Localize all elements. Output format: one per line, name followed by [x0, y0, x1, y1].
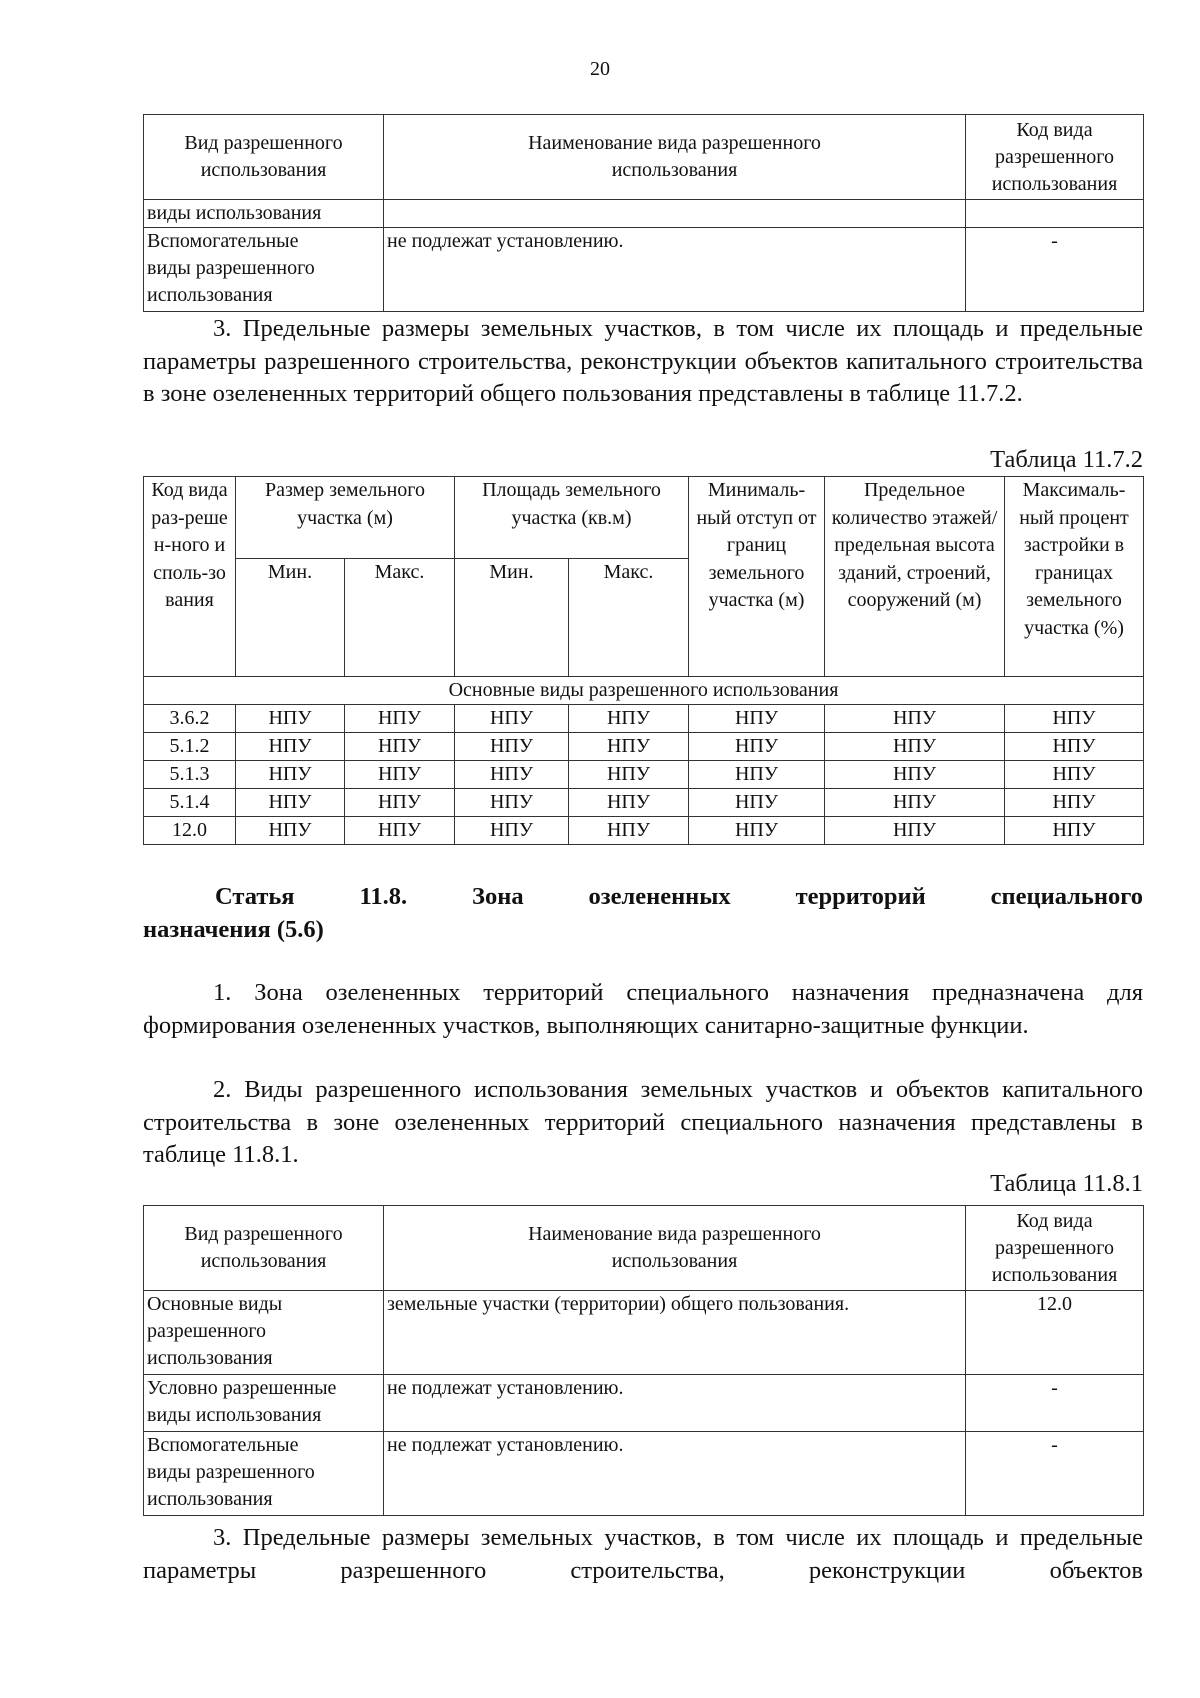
cell-value: НПУ	[1005, 817, 1144, 845]
cell-value: НПУ	[569, 817, 689, 845]
cell-value: НПУ	[236, 761, 345, 789]
cell-value: НПУ	[689, 705, 825, 733]
cell-value: НПУ	[689, 761, 825, 789]
paragraph-3-limits-continued: 3. Предельные размеры земельных участков, в том числе их площадь и предельные параметры разрешенного строительства, реконструкции объектов	[143, 1524, 1143, 1584]
paragraph-2-uses: 2. Виды разрешенного использования земельных участков и объектов капитального строительства в зоне озелененных территорий специального назначения представлены в таблице 11.8.1.	[143, 1076, 1143, 1168]
header-name: Наименование вида разрешенного использования	[384, 115, 966, 200]
cell-value: НПУ	[236, 733, 345, 761]
table-row	[144, 1375, 1144, 1432]
cell-value: НПУ	[455, 761, 569, 789]
cell-name: не подлежат установлению.	[384, 228, 966, 312]
cell-code: 12.0	[966, 1291, 1144, 1375]
cell-value: НПУ	[345, 761, 455, 789]
cell-kind: виды использования	[144, 200, 384, 228]
header-area-min: Мин.	[455, 559, 569, 677]
cell-code: 5.1.3	[144, 761, 236, 789]
header-area: Площадь земельного участка (кв.м)	[455, 477, 689, 559]
cell-value: НПУ	[689, 789, 825, 817]
cell-value: НПУ	[345, 705, 455, 733]
table-row	[144, 733, 1144, 761]
section-title-main-uses: Основные виды разрешенного использования	[144, 677, 1144, 705]
cell-code: 3.6.2	[144, 705, 236, 733]
table-row	[144, 228, 1144, 312]
cell-code: -	[966, 1432, 1144, 1516]
cell-kind: Основные виды разрешенного использования	[144, 1291, 384, 1375]
cell-code: -	[966, 228, 1144, 312]
paragraph-1-purpose: 1. Зона озелененных территорий специального назначения предназначена для формирования озелененных участков, выполняющих санитарно-защитные функции.	[143, 979, 1143, 1039]
cell-value: НПУ	[825, 705, 1005, 733]
cell-value: НПУ	[689, 733, 825, 761]
table-11-7-2	[143, 476, 1144, 845]
header-code: Код вида разрешенного использования	[966, 1206, 1144, 1291]
cell-code: 5.1.4	[144, 789, 236, 817]
page-number: 20	[590, 58, 610, 80]
header-code: Код вида разрешенного использования	[966, 115, 1144, 200]
cell-value: НПУ	[825, 761, 1005, 789]
header-size-max: Макс.	[345, 559, 455, 677]
cell-value: НПУ	[1005, 705, 1144, 733]
cell-code	[966, 200, 1144, 228]
cell-value: НПУ	[1005, 733, 1144, 761]
header-floors: Предельное количество этажей/ предельная высота зданий, строений, сооружений (м)	[825, 477, 1005, 677]
cell-value: НПУ	[569, 789, 689, 817]
header-area-max: Макс.	[569, 559, 689, 677]
cell-value: НПУ	[1005, 789, 1144, 817]
table-row	[144, 705, 1144, 733]
land-use-table-continuation	[143, 114, 1144, 312]
cell-value: НПУ	[236, 705, 345, 733]
cell-value: НПУ	[1005, 761, 1144, 789]
cell-value: НПУ	[825, 789, 1005, 817]
table-row	[144, 761, 1144, 789]
header-kind: Вид разрешенного использования	[144, 115, 384, 200]
header-name: Наименование вида разрешенного использования	[384, 1206, 966, 1291]
cell-kind: Условно разрешенные виды использования	[144, 1375, 384, 1432]
table-row	[144, 789, 1144, 817]
table-caption-11-7-2: Таблица 11.7.2	[990, 446, 1143, 473]
cell-kind: Вспомогательные виды разрешенного использования	[144, 228, 384, 312]
cell-kind: Вспомогательные виды разрешенного использования	[144, 1432, 384, 1516]
cell-name	[384, 200, 966, 228]
header-percent: Максималь-ный процент застройки в границах земельного участка (%)	[1005, 477, 1144, 677]
table-caption-11-8-1: Таблица 11.8.1	[990, 1170, 1143, 1197]
table-11-8-1	[143, 1205, 1144, 1516]
cell-value: НПУ	[455, 789, 569, 817]
table-row	[144, 1291, 1144, 1375]
header-code: Код вида раз-решен-ного исполь-зования	[144, 477, 236, 677]
cell-code: 5.1.2	[144, 733, 236, 761]
cell-name: не подлежат установлению.	[384, 1432, 966, 1516]
cell-code: 12.0	[144, 817, 236, 845]
cell-value: НПУ	[455, 817, 569, 845]
cell-value: НПУ	[689, 817, 825, 845]
table-row	[144, 1432, 1144, 1516]
header-size: Размер земельного участка (м)	[236, 477, 455, 559]
cell-value: НПУ	[825, 733, 1005, 761]
cell-value: НПУ	[569, 733, 689, 761]
header-kind: Вид разрешенного использования	[144, 1206, 384, 1291]
header-setback: Минималь-ный отступ от границ земельного участка (м)	[689, 477, 825, 677]
cell-value: НПУ	[345, 789, 455, 817]
article-heading: Статья 11.8. Зона озелененных территорий специального назначения (5.6)	[143, 883, 1143, 943]
cell-code: -	[966, 1375, 1144, 1432]
cell-value: НПУ	[455, 733, 569, 761]
cell-name: не подлежат установлению.	[384, 1375, 966, 1432]
cell-value: НПУ	[825, 817, 1005, 845]
cell-value: НПУ	[569, 761, 689, 789]
header-size-min: Мин.	[236, 559, 345, 677]
cell-value: НПУ	[569, 705, 689, 733]
cell-value: НПУ	[236, 789, 345, 817]
table-row	[144, 817, 1144, 845]
cell-value: НПУ	[345, 817, 455, 845]
table-row	[144, 200, 1144, 228]
cell-name: земельные участки (территории) общего пользования.	[384, 1291, 966, 1375]
paragraph-3-limits: 3. Предельные размеры земельных участков, в том числе их площадь и предельные параметры разрешенного строительства, реконструкции объектов капитального строительства в зоне озелененных территорий общего пользования представлены в таблице 11.7.2.	[143, 315, 1143, 407]
cell-value: НПУ	[345, 733, 455, 761]
cell-value: НПУ	[455, 705, 569, 733]
cell-value: НПУ	[236, 817, 345, 845]
